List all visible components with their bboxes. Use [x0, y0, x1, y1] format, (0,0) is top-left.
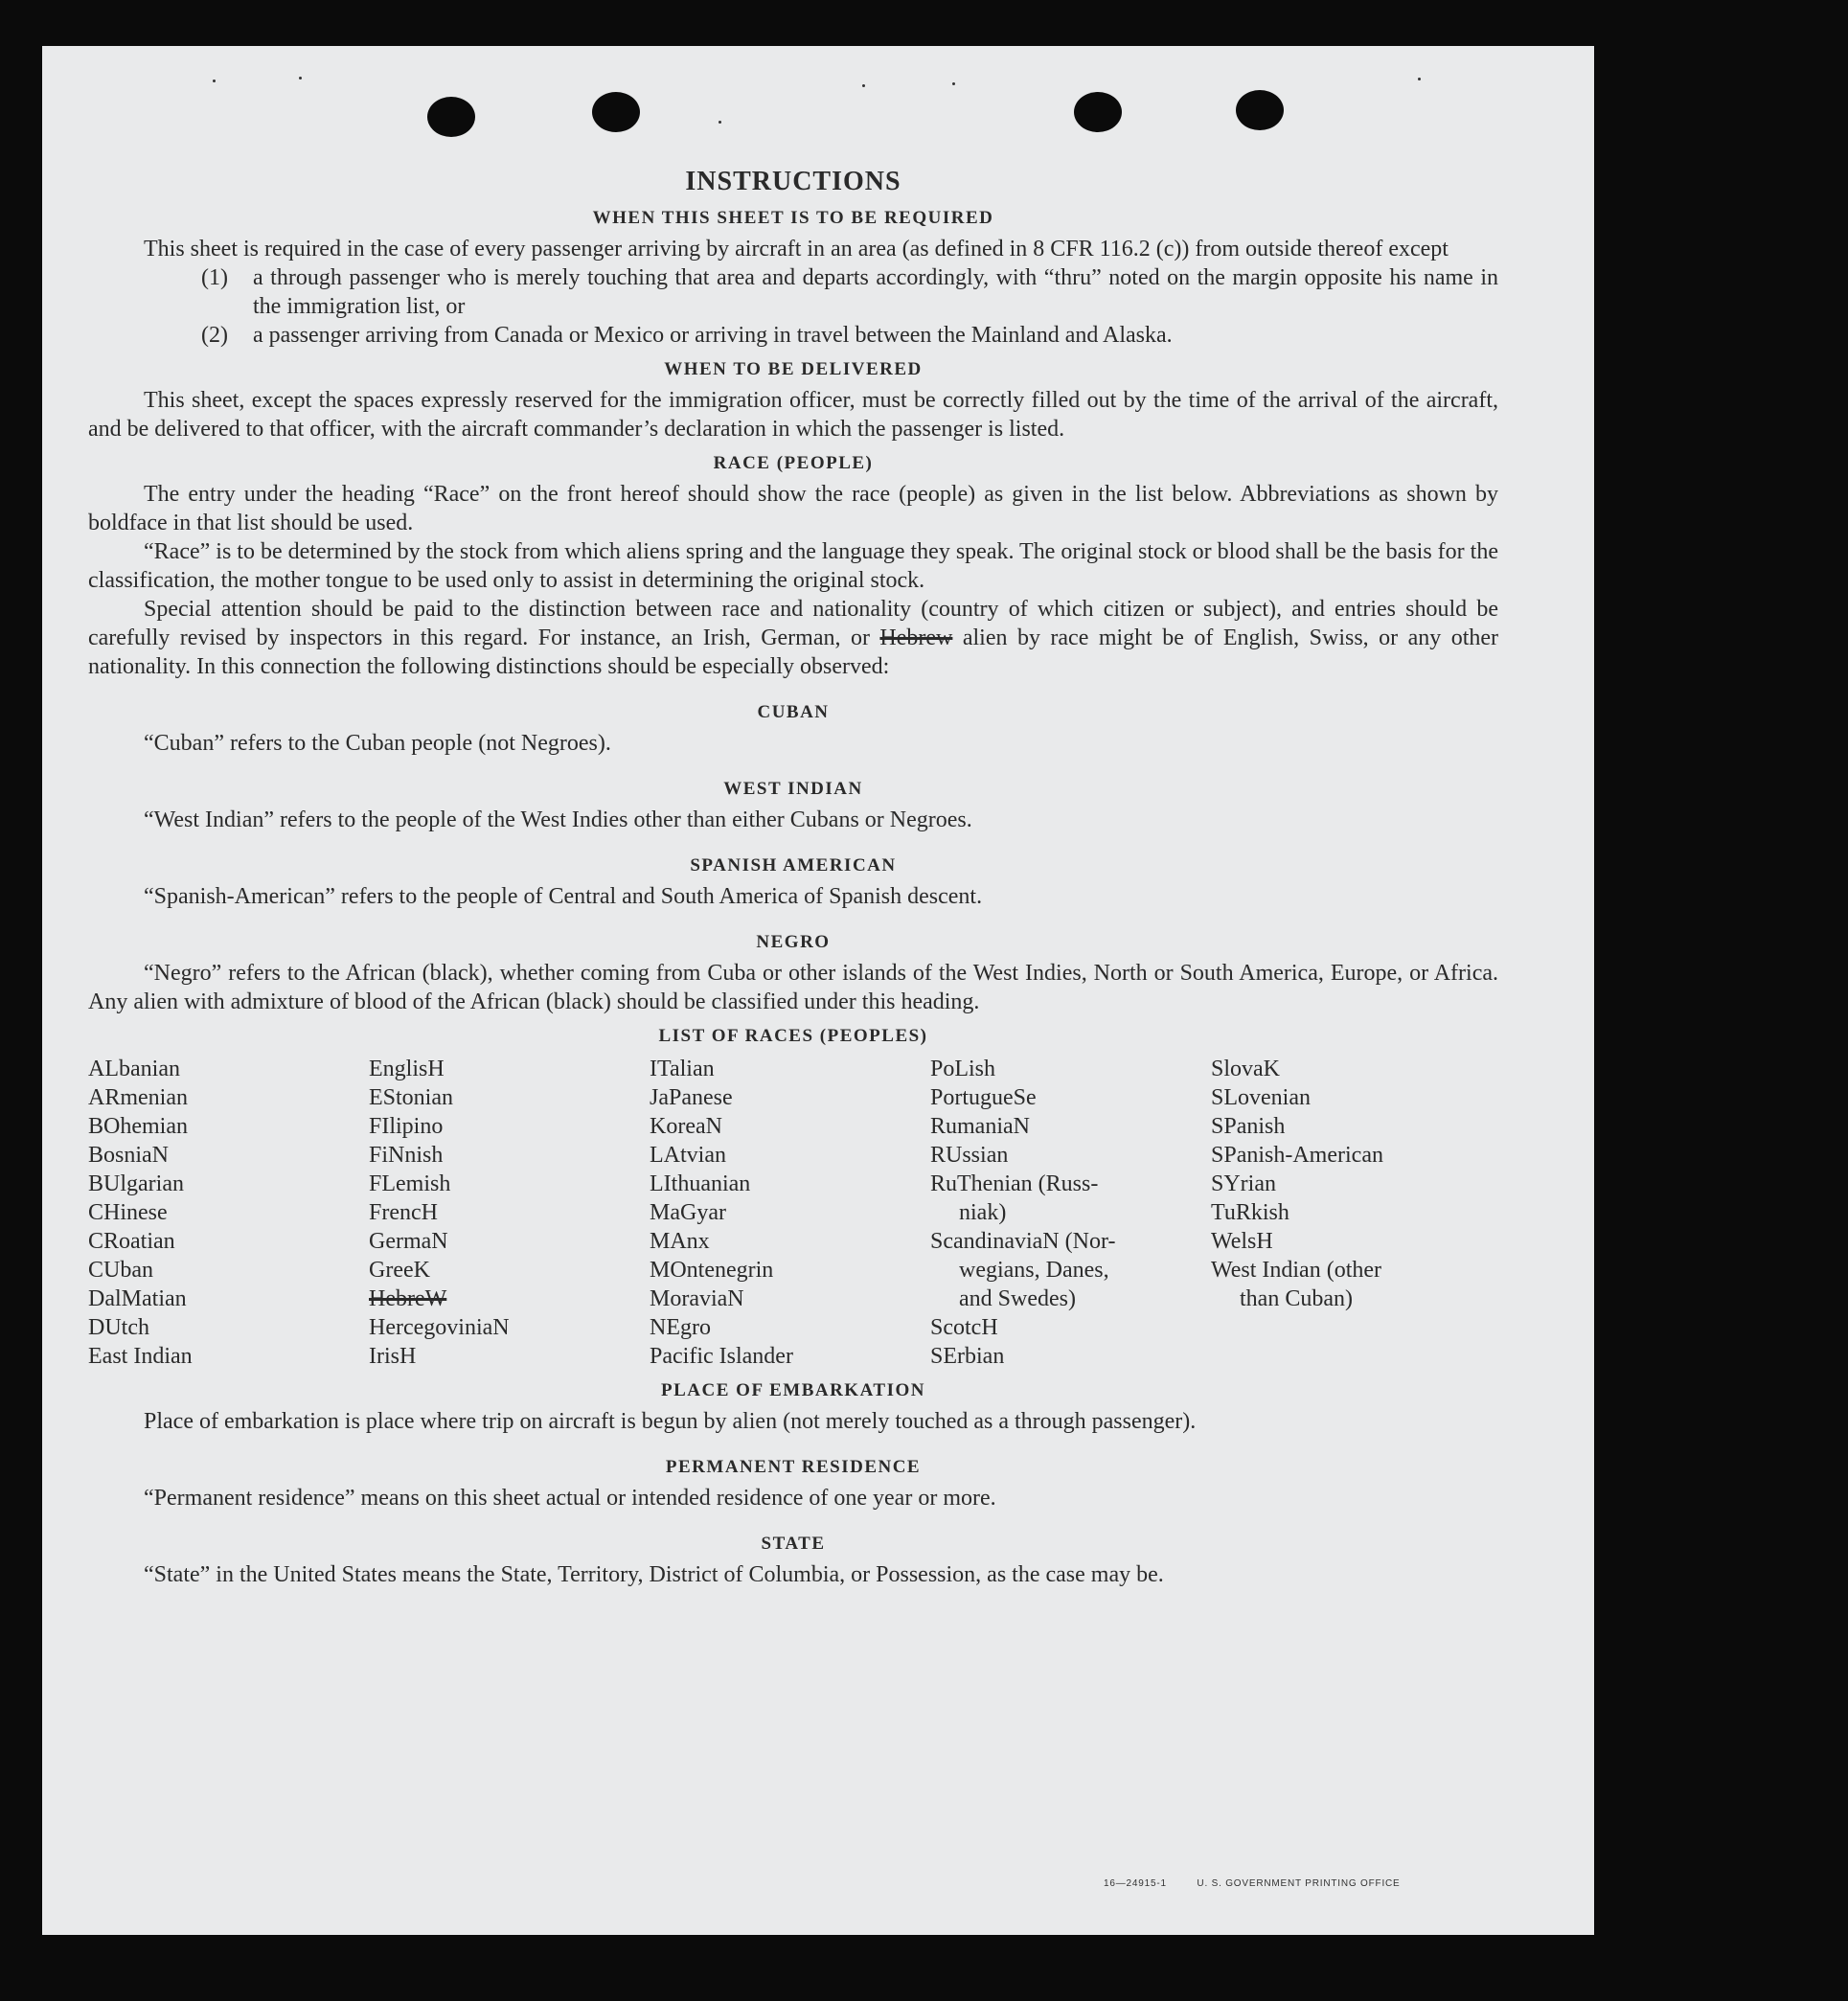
- race-entry: BUlgarian: [88, 1171, 184, 1196]
- paragraph: [88, 595, 1498, 681]
- paragraph: This sheet is required in the case of every passenger arriving by aircraft in an area (as defined in 8 CFR 116.2 (c)) from outside thereof except: [144, 237, 1449, 261]
- race-entry: RUssian: [930, 1143, 1009, 1168]
- race-entry: EnglisH: [369, 1057, 445, 1081]
- race-column: [930, 1055, 1211, 1371]
- instructions-content: [88, 166, 1498, 1589]
- list-item: [201, 321, 1498, 350]
- race-column: [1211, 1055, 1492, 1371]
- race-entry: FiNnish: [369, 1143, 444, 1168]
- race-entry: HercegoviniaN: [369, 1315, 510, 1340]
- race-entry: HebreW: [369, 1286, 447, 1311]
- paragraph: “Cuban” refers to the Cuban people (not Negroes).: [144, 731, 611, 756]
- paragraph: Place of embarkation is place where trip on aircraft is begun by alien (not merely touched as a through passenger).: [144, 1409, 1197, 1434]
- paragraph: “Race” is to be determined by the stock from which aliens spring and the language they speak. The original stock or blood shall be the basis for the classification, the mother tongue to be used only to assist in determining the original stock.: [88, 539, 1498, 593]
- race-entry: GreeK: [369, 1258, 430, 1283]
- race-entry: CRoatian: [88, 1229, 175, 1254]
- race-list: [88, 1055, 1498, 1371]
- footer: [1104, 1878, 1427, 1889]
- race-entry: RumaniaN: [930, 1114, 1030, 1139]
- section-heading: STATE: [761, 1534, 826, 1554]
- paragraph: “State” in the United States means the State, Territory, District of Columbia, or Possession, as the case may be.: [144, 1562, 1164, 1587]
- race-entry: CHinese: [88, 1200, 168, 1225]
- race-entry: DUtch: [88, 1315, 149, 1340]
- item-text: a through passenger who is merely touching that area and departs accordingly, with “thru” noted on the margin opposite his name in the immigration list, or: [253, 265, 1498, 319]
- paragraph: “Negro” refers to the African (black), whether coming from Cuba or other islands of the West Indies, North or South America, Europe, or Africa. Any alien with admixture of blood of the African (black) should be classified under this heading.: [88, 961, 1498, 1014]
- section-heading: WHEN THIS SHEET IS TO BE REQUIRED: [592, 208, 994, 228]
- race-entry: ScotcH: [930, 1315, 998, 1340]
- race-entry: FLemish: [369, 1171, 451, 1196]
- paragraph: This sheet, except the spaces expressly reserved for the immigration officer, must be correctly filled out by the time of the arrival of the aircraft, and be delivered to that officer, with the aircraft commander’s declaration in which the passenger is listed.: [88, 388, 1498, 442]
- race-entry: SLovenian: [1211, 1085, 1311, 1110]
- race-entry: ARmenian: [88, 1085, 188, 1110]
- race-entry: Pacific Islander: [650, 1344, 793, 1369]
- race-entry: MaGyar: [650, 1200, 726, 1225]
- paragraph-text: Special attention should be paid to the distinction between race and nationality (country of which citizen or subject), and entries should be carefully revised by inspectors in this regard. For instance, an Irish, German, or: [88, 597, 1498, 650]
- race-entry: GermaN: [369, 1229, 448, 1254]
- race-entry: IrisH: [369, 1344, 417, 1369]
- race-entry-continuation: and Swedes): [959, 1286, 1076, 1311]
- list-item: [201, 263, 1498, 321]
- race-entry: BOhemian: [88, 1114, 188, 1139]
- section-heading: NEGRO: [756, 932, 831, 952]
- punch-hole: [1074, 92, 1122, 132]
- speck: [1418, 78, 1421, 80]
- form-number: 16—24915-1: [1104, 1878, 1167, 1889]
- race-entry: MoraviaN: [650, 1286, 744, 1311]
- race-entry: JaPanese: [650, 1085, 733, 1110]
- race-entry: West Indian (other: [1211, 1258, 1382, 1283]
- section-heading: RACE (PEOPLE): [713, 453, 874, 473]
- paragraph: “Permanent residence” means on this sheet actual or intended residence of one year or more.: [144, 1486, 996, 1511]
- race-entry: SYrian: [1211, 1171, 1276, 1196]
- speck: [952, 82, 955, 85]
- race-entry: ScandinaviaN (Nor-: [930, 1229, 1116, 1254]
- race-entry: PoLish: [930, 1057, 996, 1081]
- race-column: [88, 1055, 369, 1371]
- section-heading: CUBAN: [757, 702, 830, 722]
- race-column: [369, 1055, 650, 1371]
- punch-hole: [1236, 90, 1284, 130]
- race-entry: PortugueSe: [930, 1085, 1037, 1110]
- page-title: INSTRUCTIONS: [685, 167, 901, 196]
- section-heading: SPANISH AMERICAN: [690, 855, 897, 875]
- race-entry: LIthuanian: [650, 1171, 751, 1196]
- item-number: (2): [201, 323, 228, 348]
- section-heading: WEST INDIAN: [723, 779, 863, 799]
- race-entry: SPanish-American: [1211, 1143, 1383, 1168]
- race-entry: EStonian: [369, 1085, 453, 1110]
- race-column: [650, 1055, 930, 1371]
- race-entry: NEgro: [650, 1315, 711, 1340]
- race-entry: RuThenian (Russ-: [930, 1171, 1099, 1196]
- race-entry: WelsH: [1211, 1229, 1273, 1254]
- section-heading: PERMANENT RESIDENCE: [665, 1457, 922, 1477]
- race-entry: SErbian: [930, 1344, 1005, 1369]
- race-entry: FrencH: [369, 1200, 438, 1225]
- race-entry: SPanish: [1211, 1114, 1286, 1139]
- speck: [862, 84, 865, 87]
- race-entry: MOntenegrin: [650, 1258, 774, 1283]
- race-entry: ALbanian: [88, 1057, 180, 1081]
- race-entry-continuation: than Cuban): [1240, 1286, 1353, 1311]
- race-entry: CUban: [88, 1258, 153, 1283]
- race-entry-continuation: niak): [959, 1200, 1007, 1225]
- paragraph-text: alien by race might be of English, Swiss, or any other nationality. In this connection the following distinctions should be especially observed:: [88, 625, 1499, 679]
- race-entry: FIlipino: [369, 1114, 444, 1139]
- paragraph: “West Indian” refers to the people of the West Indies other than either Cubans or Negroes.: [144, 807, 972, 832]
- struck-word: Hebrew: [879, 625, 953, 650]
- race-entry-continuation: wegians, Danes,: [959, 1258, 1109, 1283]
- race-entry: DalMatian: [88, 1286, 187, 1311]
- speck: [213, 80, 216, 82]
- race-entry: BosniaN: [88, 1143, 169, 1168]
- speck: [299, 77, 302, 80]
- punch-hole: [592, 92, 640, 132]
- punch-hole: [427, 97, 475, 137]
- section-heading: LIST OF RACES (PEOPLES): [658, 1026, 928, 1046]
- race-entry: ITalian: [650, 1057, 715, 1081]
- race-entry: LAtvian: [650, 1143, 726, 1168]
- race-entry: SlovaK: [1211, 1057, 1280, 1081]
- race-entry: KoreaN: [650, 1114, 722, 1139]
- item-text: a passenger arriving from Canada or Mexico or arriving in travel between the Mainland and Alaska.: [253, 323, 1173, 348]
- race-entry: TuRkish: [1211, 1200, 1289, 1225]
- race-entry: East Indian: [88, 1344, 193, 1369]
- race-entry: MAnx: [650, 1229, 710, 1254]
- paragraph: The entry under the heading “Race” on the front hereof should show the race (people) as given in the list below. Abbreviations as shown by boldface in that list should be used.: [88, 482, 1498, 535]
- section-heading: WHEN TO BE DELIVERED: [664, 359, 923, 379]
- speck: [719, 121, 721, 124]
- item-number: (1): [201, 265, 228, 290]
- printer-imprint: U. S. GOVERNMENT PRINTING OFFICE: [1197, 1878, 1401, 1889]
- section-heading: PLACE OF EMBARKATION: [661, 1380, 925, 1400]
- paragraph: “Spanish-American” refers to the people of Central and South America of Spanish descent.: [144, 884, 983, 909]
- document-sheet: [42, 46, 1594, 1935]
